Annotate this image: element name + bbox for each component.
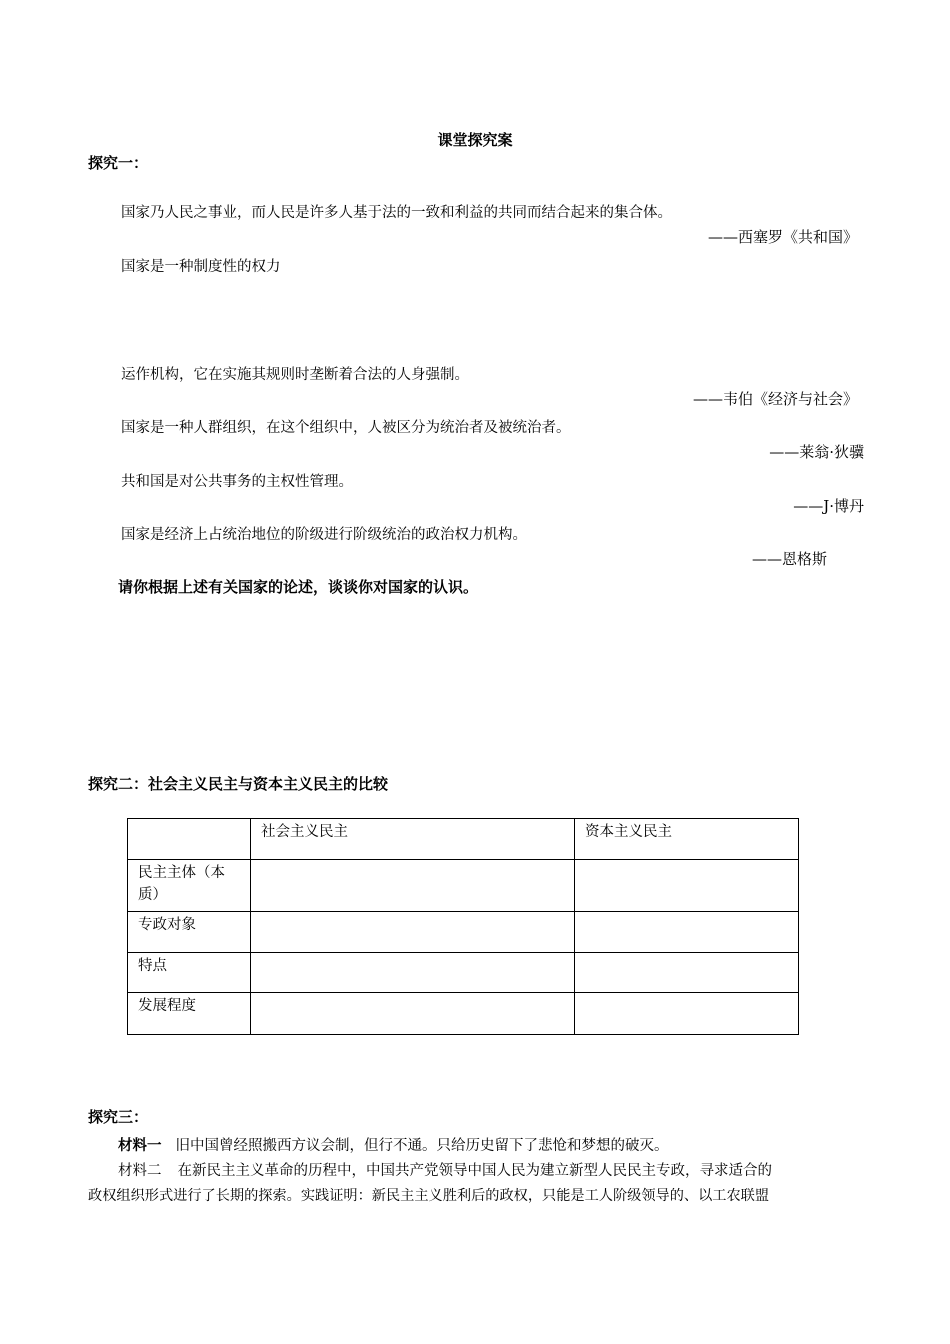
quote-1-source: ——西塞罗《共和国》	[707, 228, 858, 246]
table-cell-blank[interactable]	[251, 953, 575, 993]
table-header-socialist: 社会主义民主	[251, 819, 575, 860]
quote-3-text: 国家是一种人群组织，在这个组织中，人被区分为统治者及被统治者。	[121, 420, 571, 436]
table-cell-blank[interactable]	[575, 993, 799, 1035]
inquiry1-heading: 探究一：	[88, 154, 149, 172]
table-row	[128, 860, 799, 912]
row-label-line: 质）	[138, 887, 167, 903]
row-label-features: 特点	[128, 953, 251, 993]
inquiry1-question: 请你根据上述有关国家的论述，谈谈你对国家的认识。	[118, 578, 479, 596]
table-cell-blank[interactable]	[575, 860, 799, 912]
table-cell-blank[interactable]	[251, 993, 575, 1035]
table-cell-blank[interactable]	[575, 953, 799, 993]
inquiry2-heading: 探究二：社会主义民主与资本主义民主的比较	[88, 775, 389, 793]
quote-5-source: ——恩格斯	[751, 550, 827, 568]
page-title: 课堂探究案	[437, 131, 513, 149]
quote-3-source: ——莱翁·狄骥	[769, 443, 864, 461]
table-header-row	[128, 819, 799, 860]
material1-text: 旧中国曾经照搬西方议会制，但行不通。只给历史留下了悲怆和梦想的破灭。	[175, 1138, 669, 1154]
quote-1-text: 国家乃人民之事业，而人民是许多人基于法的一致和利益的共同而结合起来的集合体。	[121, 205, 672, 221]
quote-4-source: ——J·博丹	[793, 497, 864, 515]
quote-2-source: ——韦伯《经济与社会》	[692, 390, 858, 408]
quote-4-text: 共和国是对公共事务的主权性管理。	[121, 474, 353, 490]
comparison-table	[127, 818, 799, 1035]
table-header-capitalist: 资本主义民主	[575, 819, 799, 860]
row-label-dictatorship-target: 专政对象	[128, 912, 251, 953]
quote-2-text-line2: 运作机构，它在实施其规则时垄断着合法的人身强制。	[121, 367, 469, 383]
quote-2-text-line1: 国家是一种制度性的权力	[121, 259, 281, 275]
table-header-empty	[128, 819, 251, 860]
row-label-line: 民主主体（本	[138, 865, 225, 881]
table-cell-blank[interactable]	[251, 860, 575, 912]
material1	[118, 1134, 669, 1155]
material2-label: 材料二	[118, 1163, 162, 1179]
inquiry3-heading: 探究三：	[88, 1108, 149, 1126]
table-row	[128, 912, 799, 953]
quote-5-text: 国家是经济上占统治地位的阶级进行阶级统治的政治权力机构。	[121, 527, 527, 543]
table-cell-blank[interactable]	[251, 912, 575, 953]
material2-line1	[118, 1159, 772, 1180]
material1-label: 材料一	[118, 1138, 162, 1154]
table-row	[128, 993, 799, 1035]
row-label-subject	[128, 860, 251, 912]
table-row	[128, 953, 799, 993]
material2-line2: 政权组织形式进行了长期的探索。实践证明：新民主主义胜利后的政权，只能是工人阶级领导的、以工农联盟	[88, 1188, 770, 1204]
material2-text: 在新民主主义革命的历程中，中国共产党领导中国人民为建立新型人民民主专政，寻求适合的	[177, 1163, 772, 1179]
row-label-development: 发展程度	[128, 993, 251, 1035]
table-cell-blank[interactable]	[575, 912, 799, 953]
